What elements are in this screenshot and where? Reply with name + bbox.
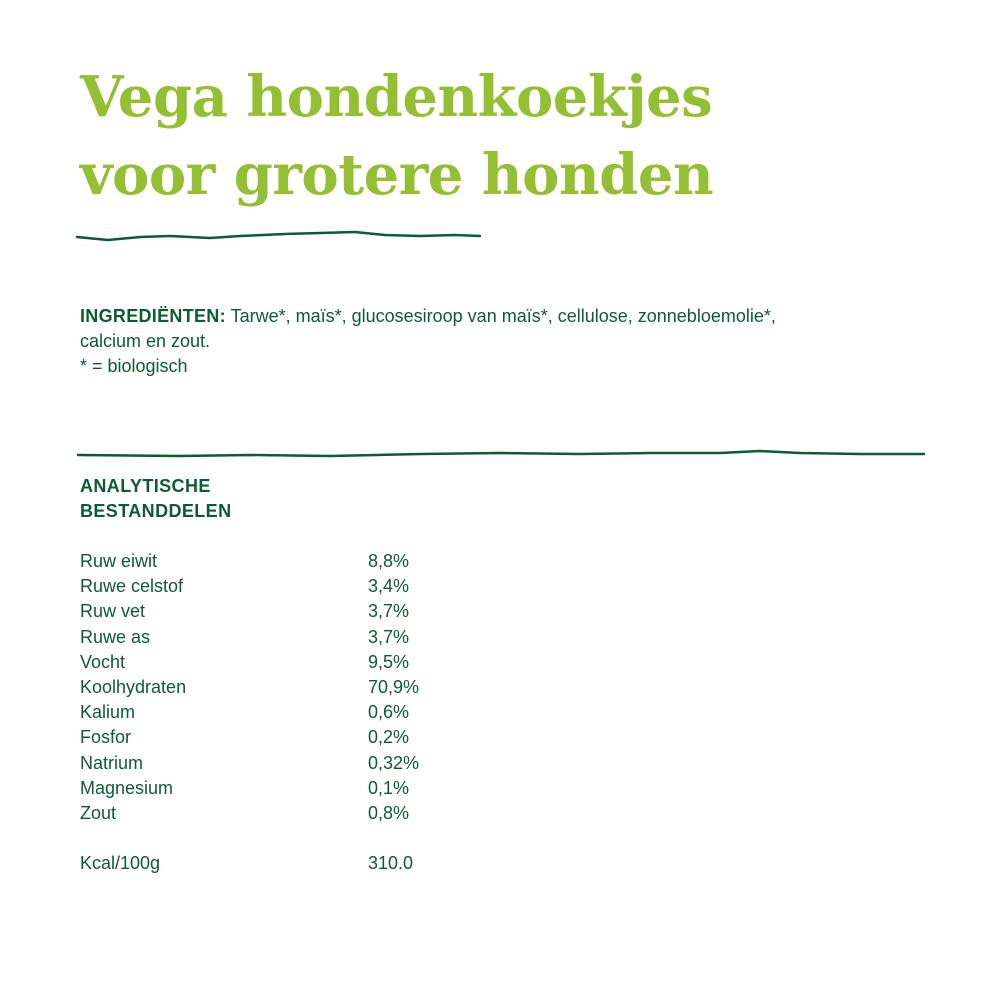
nutrient-name: Natrium: [80, 752, 144, 773]
nutrient-row: [80, 675, 419, 700]
section-divider-wave: [78, 451, 924, 456]
nutrient-name: Ruwe as: [80, 626, 151, 647]
analytic-heading-line-1: ANALYTISCHE: [80, 476, 211, 496]
nutrient-row: [80, 700, 419, 725]
nutrient-row: [80, 776, 419, 801]
nutrient-row: [80, 650, 419, 675]
nutrient-table: [80, 549, 419, 826]
nutrient-name: Fosfor: [80, 727, 132, 748]
kcal-value: 310.0: [368, 853, 414, 873]
nutrient-value: 0,32%: [368, 752, 420, 773]
ingredients-line-2: calcium en zout.: [80, 331, 211, 351]
nutrient-value: 3,7%: [368, 601, 410, 622]
nutrient-value: 0,1%: [368, 777, 410, 798]
nutrient-value: 9,5%: [368, 651, 410, 672]
title-underline-wave: [77, 232, 480, 240]
analytic-heading-line-2: BESTANDDELEN: [80, 501, 232, 521]
title-line-1: Vega hondenkoekjes: [80, 64, 713, 130]
ingredients-block: [80, 304, 920, 379]
ingredients-label: INGREDIËNTEN:: [80, 306, 226, 326]
nutrient-row: [80, 599, 419, 624]
nutrient-value: 0,6%: [368, 702, 410, 723]
nutrient-row: [80, 751, 419, 776]
title-line-2: voor grotere honden: [80, 142, 714, 208]
nutrient-value: 8,8%: [368, 551, 410, 571]
nutrient-name: Vocht: [80, 651, 126, 672]
analytic-heading: [80, 474, 231, 524]
kcal-label: Kcal/100g: [80, 853, 161, 873]
kcal-row: [80, 851, 413, 876]
nutrient-row: [80, 625, 419, 650]
page-title: [80, 58, 713, 214]
nutrient-name: Magnesium: [80, 777, 174, 798]
nutrient-value: 70,9%: [368, 676, 420, 697]
ingredients-footnote: * = biologisch: [80, 356, 188, 376]
nutrient-row: [80, 574, 419, 599]
ingredients-text-1: Tarwe*, maïs*, glucosesiroop van maïs*, cellulose, zonnebloemolie*,: [225, 306, 776, 326]
ingredients-line-1: [80, 304, 920, 329]
nutrient-name: Zout: [80, 802, 117, 823]
nutrient-row: [80, 549, 419, 574]
nutrient-name: Ruw vet: [80, 601, 146, 622]
nutrient-value: 0,8%: [368, 802, 410, 823]
nutrient-name: Kalium: [80, 702, 136, 723]
nutrient-value: 3,4%: [368, 576, 410, 597]
nutrient-value: 0,2%: [368, 727, 410, 748]
nutrient-row: [80, 725, 419, 750]
nutrient-row: [80, 801, 419, 826]
nutrient-name: Koolhydraten: [80, 676, 187, 697]
nutrient-name: Ruw eiwit: [80, 551, 158, 571]
nutrient-value: 3,7%: [368, 626, 410, 647]
nutrient-name: Ruwe celstof: [80, 576, 184, 597]
